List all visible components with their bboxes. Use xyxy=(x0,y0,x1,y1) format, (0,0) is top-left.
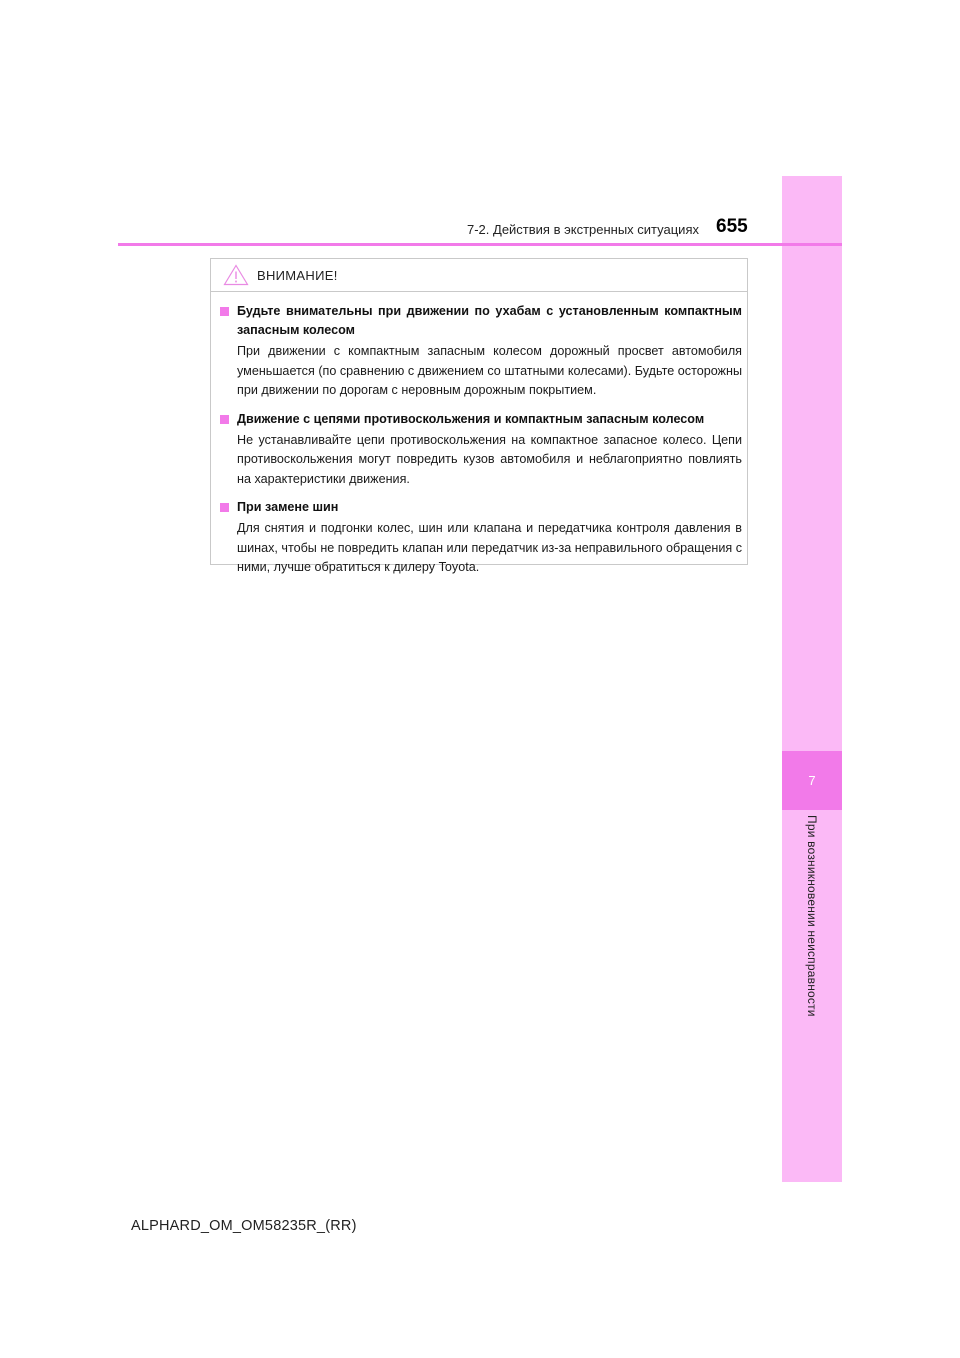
chapter-title-vertical xyxy=(782,815,842,1035)
header-divider xyxy=(118,243,842,246)
caution-item xyxy=(219,302,742,401)
warning-triangle-icon xyxy=(223,264,249,286)
document-code: ALPHARD_OM_OM58235R_(RR) xyxy=(131,1218,357,1234)
square-bullet-icon xyxy=(220,415,229,424)
chapter-number: 7 xyxy=(808,773,816,788)
caution-item-title xyxy=(219,410,742,429)
caution-item-title-text: Будьте внимательны при движении по ухабам с установленным компактным запасным колесом xyxy=(237,304,742,337)
caution-header xyxy=(211,259,747,292)
caution-item xyxy=(219,410,742,490)
caution-item-text: Не устанавливайте цепи противоскольжения на компактное запасное колесо. Цепи противоскольжения могут повредить кузов автомобиля и неблагоприятно повлиять на характеристики движения. xyxy=(237,432,742,486)
caution-item-title-text: При замене шин xyxy=(237,500,339,514)
chapter-title: При возникновении неисправности xyxy=(805,815,819,1017)
square-bullet-icon xyxy=(220,503,229,512)
chapter-number-tab xyxy=(782,751,842,810)
caution-box xyxy=(210,258,748,574)
square-bullet-icon xyxy=(220,307,229,316)
caution-item-title xyxy=(219,302,742,340)
page-number: 655 xyxy=(716,216,748,237)
caution-item-text: При движении с компактным запасным колесом дорожный просвет автомобиля уменьшается (по сравнению с движением со штатными колесами). Будьте осторожны при движении по дорогам с неровным дорожным покрытием. xyxy=(237,344,742,397)
caution-item-title xyxy=(219,498,742,517)
section-heading: 7-2. Действия в экстренных ситуациях xyxy=(467,222,699,237)
caution-item-text: Для снятия и подгонки колес, шин или клапана и передатчика контроля давления в шинах, чтобы не повредить клапан или передатчик из-за неправильного обращения с ними, лучше обратиться к дилеру Toyota. xyxy=(237,521,742,574)
caution-item-title-text: Движение с цепями противоскольжения и компактным запасным колесом xyxy=(237,411,705,426)
caution-title: ВНИМАНИЕ! xyxy=(257,267,338,283)
caution-body xyxy=(219,302,742,587)
caution-item xyxy=(219,498,742,578)
